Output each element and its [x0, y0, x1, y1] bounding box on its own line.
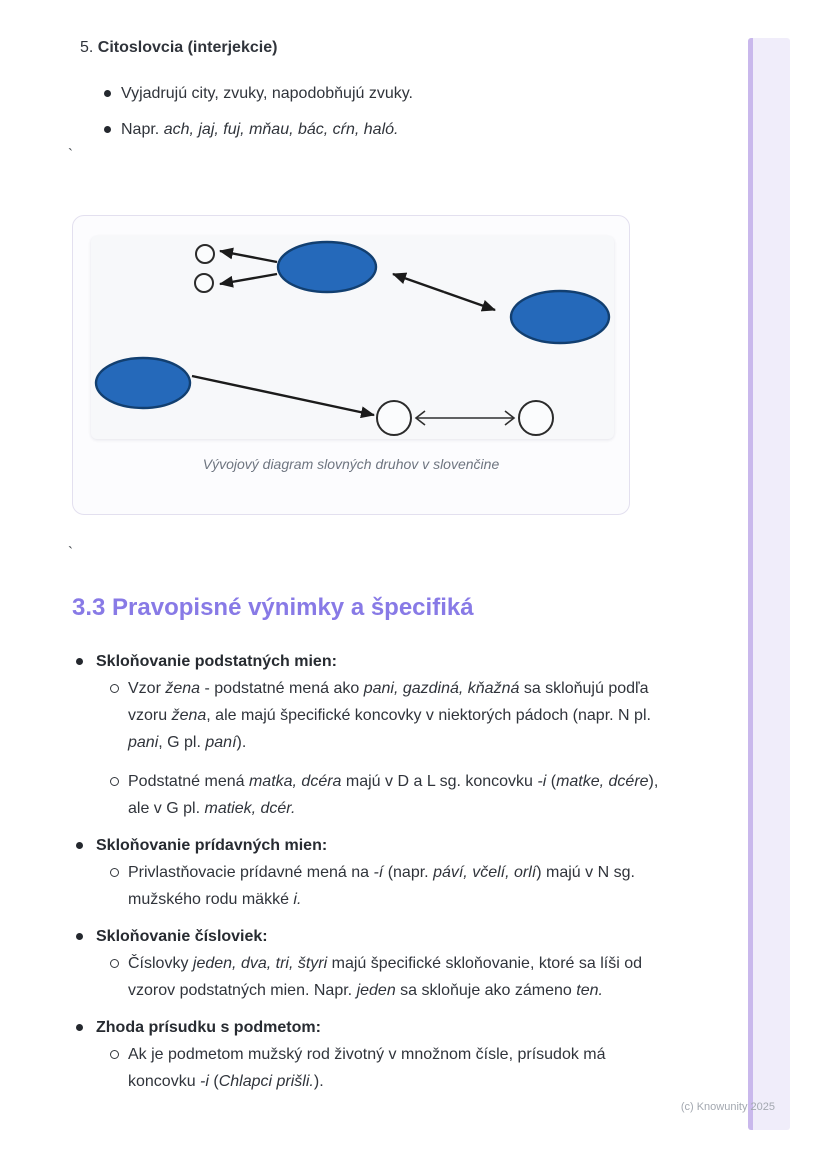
section-5-title — [80, 36, 720, 60]
arrow-to-bottom-circle — [192, 376, 374, 415]
bottom-circle-2 — [519, 401, 553, 435]
section-title: Skloňovanie čísloviek: — [72, 923, 762, 950]
section-zhoda — [72, 1014, 762, 1095]
blue-ellipse-top-center — [278, 242, 376, 292]
sub-bullet: Vzor žena - podstatné mená ako pani, gazdiná, kňažná sa skloňujú podľa vzoru žena, ale majú špecifické koncovky v niektorých pádoch (napr. N pl. pani, G pl. paní). — [72, 675, 762, 756]
figure-caption: Vývojový diagram slovných druhov v slovenčine — [202, 456, 500, 472]
small-circle-2 — [195, 274, 213, 292]
heading-3-3: 3.3 Pravopisné výnimky a špecifiká — [72, 594, 474, 621]
section-podstatne-mena — [72, 648, 762, 822]
section-citoslovcia — [80, 36, 720, 143]
section-title: Skloňovanie podstatných mien: — [72, 648, 762, 675]
double-arrow-lower-half — [444, 292, 495, 310]
list-item: Napr. ach, jaj, fuj, mňau, bác, cŕn, haló. — [80, 116, 720, 143]
stray-backtick: ` — [68, 544, 73, 561]
rules-list — [72, 648, 762, 1105]
sub-bullet: Číslovky jeden, dva, tri, štyri majú špecifické skloňovanie, ktoré sa líši od vzorov podstatných mien. Napr. jeden sa skloňuje ako zámeno ten. — [72, 950, 762, 1004]
figure-card — [72, 215, 630, 515]
sub-bullet: Privlastňovacie prídavné mená na -í (napr. páví, včelí, orlí) majú v N sg. mužského rodu mäkké i. — [72, 859, 762, 913]
diagram-svg — [91, 236, 614, 439]
diagram-panel — [91, 236, 614, 439]
sub-bullet: Podstatné mená matka, dcéra majú v D a L sg. koncovku -i (matke, dcére), ale v G pl. matiek, dcér. — [72, 768, 762, 822]
section-5-title-text: Citoslovcia (interjekcie) — [97, 39, 278, 56]
arrow-to-small-circle-2 — [220, 274, 277, 284]
section-title: Skloňovanie prídavných mien: — [72, 832, 762, 859]
section-cislovky — [72, 923, 762, 1004]
section-title: Zhoda prísudku s podmetom: — [72, 1014, 762, 1041]
blue-ellipse-left — [96, 358, 190, 408]
small-circle-1 — [196, 245, 214, 263]
bottom-circle-1 — [377, 401, 411, 435]
blue-ellipse-right — [511, 291, 609, 343]
double-arrow-upper-half — [393, 274, 444, 292]
section-pridavne-mena — [72, 832, 762, 913]
sub-bullet: Ak je podmetom mužský rod životný v množnom čísle, prísudok má koncovku -i (Chlapci prišli.). — [72, 1041, 762, 1095]
list-number: 5. — [80, 39, 94, 56]
section-5-bullets — [80, 80, 720, 143]
stray-backtick: ` — [68, 146, 73, 163]
list-item: Vyjadrujú city, zvuky, napodobňujú zvuky. — [80, 80, 720, 107]
copyright-footer: (c) Knowunity 2025 — [680, 1101, 775, 1113]
arrow-to-small-circle-1 — [220, 251, 277, 262]
